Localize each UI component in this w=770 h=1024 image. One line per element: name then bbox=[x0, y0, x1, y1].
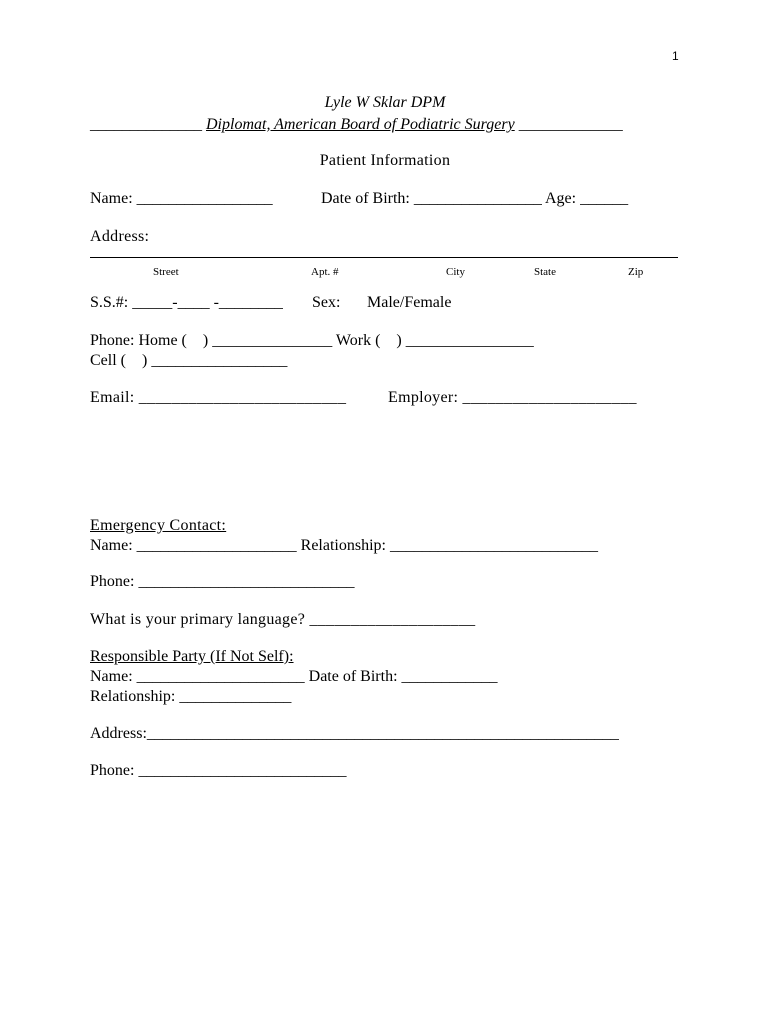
address-sublabel-apt: Apt. # bbox=[311, 266, 339, 278]
patient-dob-age-field[interactable]: Date of Birth: ________________ Age: ______ bbox=[321, 190, 629, 207]
emergency-phone-field[interactable]: Phone: ___________________________ bbox=[90, 573, 355, 590]
employer-field[interactable]: Employer: _____________________ bbox=[388, 389, 637, 406]
form-title: Patient Information bbox=[319, 152, 451, 169]
address-sublabel-zip: Zip bbox=[628, 266, 644, 278]
patient-name-field[interactable]: Name: _________________ bbox=[90, 190, 273, 207]
emergency-contact-heading: Emergency Contact: bbox=[90, 517, 227, 534]
page-number: 1 bbox=[672, 49, 679, 63]
doctor-name: Lyle W Sklar DPM bbox=[324, 94, 446, 111]
address-sublabel-street: Street bbox=[153, 266, 179, 278]
responsible-party-heading: Responsible Party (If Not Self): bbox=[90, 648, 294, 665]
responsible-relationship-field[interactable]: Relationship: ______________ bbox=[90, 688, 292, 705]
responsible-name-dob-field[interactable]: Name: _____________________ Date of Birth: ____________ bbox=[90, 668, 498, 685]
ss-number-field[interactable]: S.S.#: _____-____ -________ bbox=[90, 294, 283, 311]
credentials-suffix-blank: _____________ bbox=[518, 116, 623, 133]
sex-label: Sex: bbox=[312, 294, 341, 311]
address-label: Address: bbox=[90, 228, 150, 245]
credentials-prefix-blank: ______________ bbox=[90, 116, 202, 133]
doctor-credentials bbox=[90, 115, 623, 135]
primary-language-field[interactable]: What is your primary language? ____________________ bbox=[90, 611, 476, 628]
address-sublabel-city: City bbox=[446, 266, 465, 278]
credentials-text: Diplomat, American Board of Podiatric Surgery bbox=[206, 116, 515, 133]
sex-options[interactable]: Male/Female bbox=[367, 294, 452, 311]
phone-cell-field[interactable]: Cell ( ) _________________ bbox=[90, 352, 288, 369]
responsible-address-field[interactable]: Address:___________________________________________________________ bbox=[90, 725, 619, 742]
address-rule[interactable] bbox=[90, 257, 678, 258]
email-field[interactable]: Email: _________________________ bbox=[90, 389, 347, 406]
emergency-name-relationship-field[interactable]: Name: ____________________ Relationship: __________________________ bbox=[90, 537, 598, 554]
responsible-phone-field[interactable]: Phone: __________________________ bbox=[90, 762, 347, 779]
phone-home-work-field[interactable]: Phone: Home ( ) _______________ Work ( ) ________________ bbox=[90, 332, 534, 349]
address-sublabel-state: State bbox=[534, 266, 556, 278]
